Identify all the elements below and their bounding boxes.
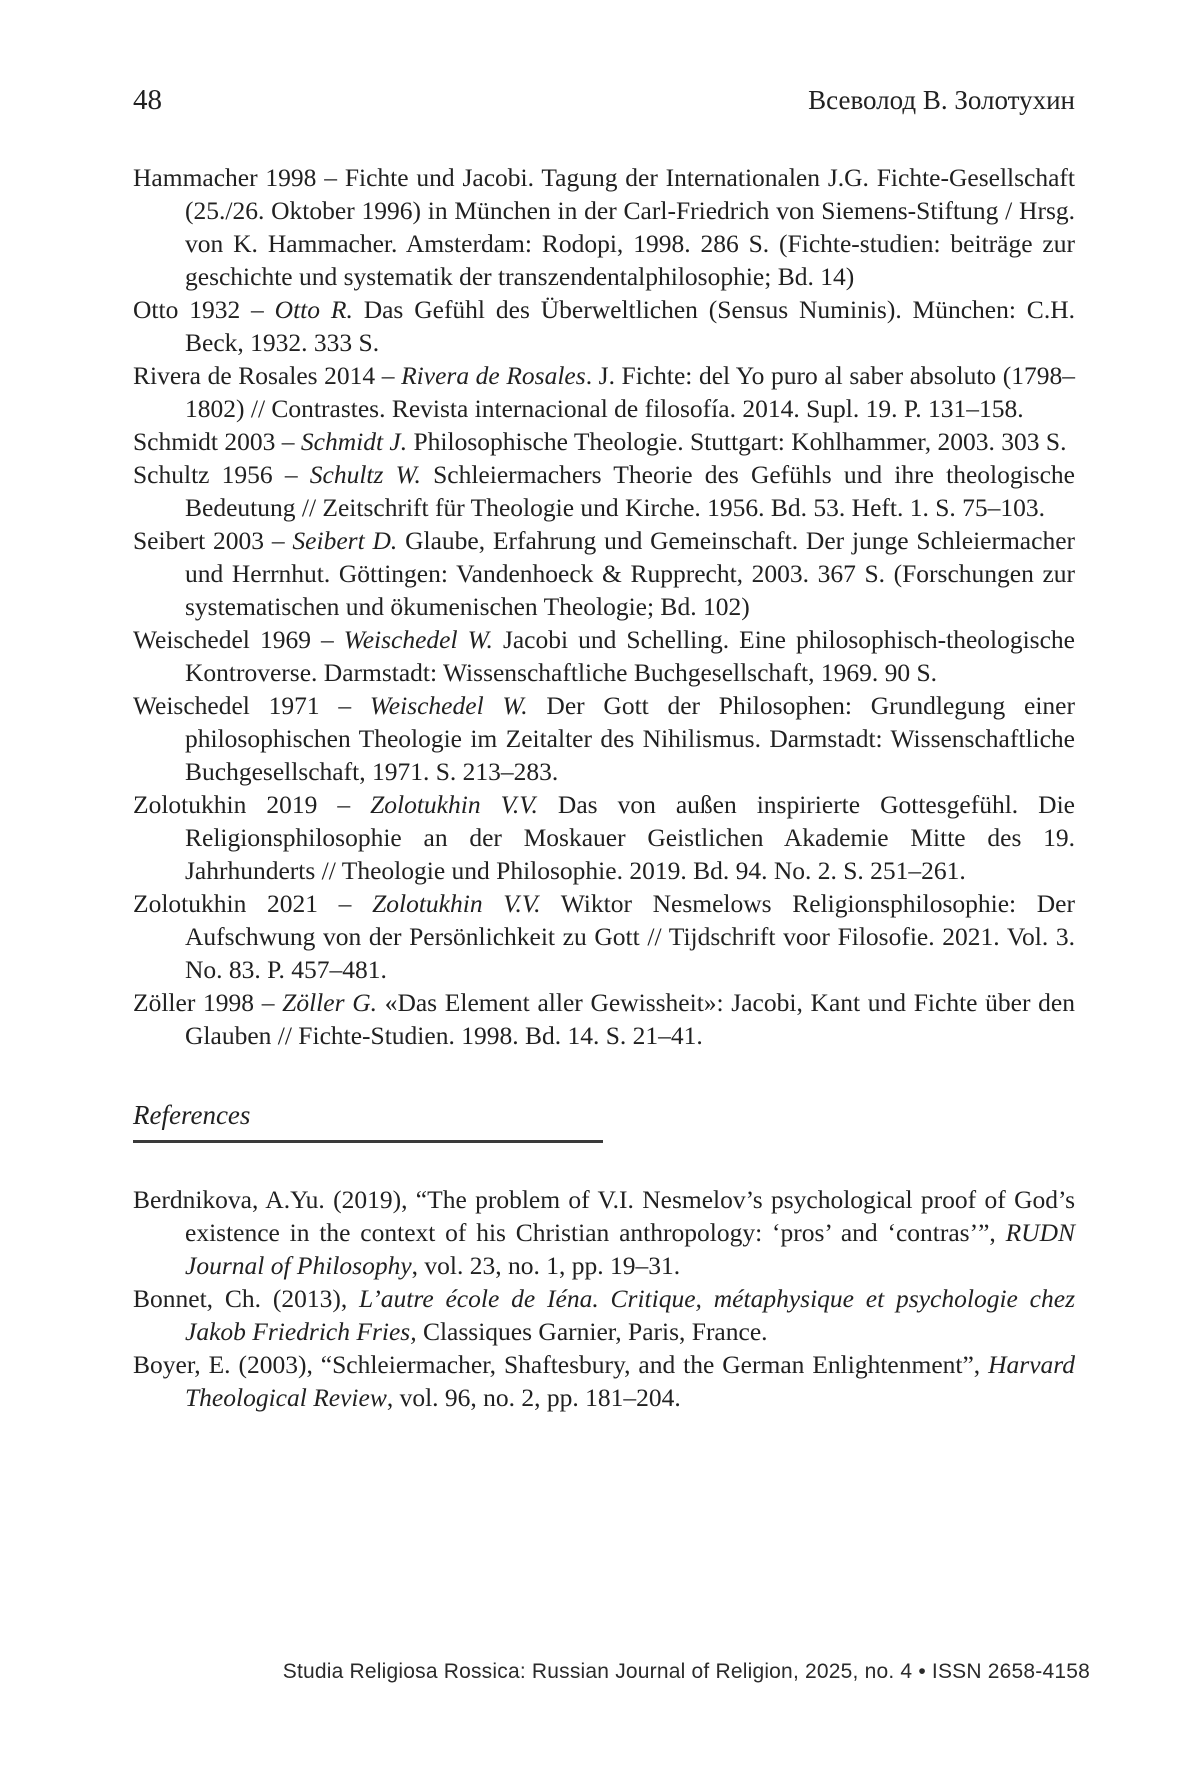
- bibliography-entry: [133, 788, 1075, 887]
- entry-text: Zolotukhin 2019 –: [133, 790, 371, 819]
- entry-italic-text: Weischedel W.: [343, 625, 493, 654]
- entry-text: , vol. 23, no. 1, pp. 19–31.: [411, 1251, 681, 1280]
- entry-text: Rivera de Rosales 2014 –: [133, 361, 402, 390]
- entry-text: Jacobi und Schelling. Eine philosophisch-theologische Kontroverse. Darmstadt: Wissenschaftliche Buchgesellschaft, 1969. 90 S.: [185, 625, 1075, 687]
- entry-text: Schmidt 2003 –: [133, 427, 301, 456]
- entry-italic-text: Rivera de Rosales: [401, 361, 586, 390]
- entry-italic-text: L’autre école de Iéna. Critique, métaphysique et psychologie chez Jakob Friedrich Fries,: [185, 1284, 1075, 1346]
- bibliography-entry: [133, 458, 1075, 524]
- entry-text: Bonnet, Ch. (2013),: [133, 1284, 360, 1313]
- page-number: 48: [133, 84, 162, 116]
- entry-text: Boyer, E. (2003), “Schleiermacher, Shaftesbury, and the German Enlightenment”,: [133, 1350, 989, 1379]
- entry-text: Das Gefühl des Überweltlichen (Sensus Numinis). München: C.H. Beck, 1932. 333 S.: [185, 295, 1075, 357]
- entry-text: «Das Element aller Gewissheit»: Jacobi, Kant und Fichte über den Glauben // Fichte-Studien. 1998. Bd. 14. S. 21–41.: [185, 988, 1076, 1050]
- entry-text: Otto 1932 –: [133, 295, 275, 324]
- entry-text: . J. Fichte: del Yo puro al saber absoluto (1798–1802) // Contrastes. Revista internacional de filosofía. 2014. Supl. 19. P. 131–158.: [185, 361, 1075, 423]
- entry-text: , vol. 96, no. 2, pp. 181–204.: [386, 1383, 681, 1412]
- bibliography-entry: [133, 425, 1075, 458]
- entry-text: Philosophische Theologie. Stuttgart: Kohlhammer, 2003. 303 S.: [407, 427, 1067, 456]
- entry-italic-text: Weischedel W.: [369, 691, 528, 720]
- entry-text: Classiques Garnier, Paris, France.: [416, 1317, 768, 1346]
- reference-entry: [133, 1282, 1075, 1348]
- running-head-author: Всеволод В. Золотухин: [808, 85, 1075, 115]
- entry-text: Das von außen inspirierte Gottesgefühl. Die Religionsphilosophie an der Moskauer Geistlichen Akademie Mitte des 19. Jahrhunderts // Theologie und Philosophie. 2019. Bd. 94. No. 2. S. 251–261.: [185, 790, 1075, 885]
- entry-italic-text: Harvard Theological Review: [185, 1350, 1075, 1412]
- reference-entry: [133, 1183, 1075, 1282]
- entry-text: Zöller 1998 –: [133, 988, 283, 1017]
- entry-text: Glaube, Erfahrung und Gemeinschaft. Der junge Schleiermacher und Herrnhut. Göttingen: Vandenhoeck & Rupprecht, 2003. 367 S. (Forschungen zur systematischen und ökumenischen Theologie; Bd. 102): [185, 526, 1076, 621]
- entry-italic-text: Otto R.: [274, 295, 353, 324]
- entry-text: Schleiermachers Theorie des Gefühls und ihre theologische Bedeutung // Zeitschrift für Theologie und Kirche. 1956. Bd. 53. Heft. 1. S. 75–103.: [185, 460, 1075, 522]
- bibliography-entry: [133, 623, 1075, 689]
- bibliography-entry: [133, 161, 1075, 293]
- entry-text: Weischedel 1971 –: [133, 691, 370, 720]
- bibliography-entry: [133, 293, 1075, 359]
- entry-text: Weischedel 1969 –: [133, 625, 344, 654]
- references-heading: References: [133, 1100, 251, 1130]
- entry-italic-text: Seibert D.: [292, 526, 398, 555]
- entry-italic-text: Zolotukhin V.V.: [370, 790, 538, 819]
- page-content: [133, 0, 1075, 1414]
- bibliography-entry: [133, 887, 1075, 986]
- references-list: [133, 1183, 1075, 1414]
- entry-italic-text: Schmidt J.: [300, 427, 408, 456]
- bibliography-entry: [133, 689, 1075, 788]
- bibliography-entry: [133, 359, 1075, 425]
- bibliography-entry: [133, 986, 1075, 1052]
- entry-text: Schultz 1956 –: [133, 460, 310, 489]
- entry-text: Hammacher 1998 – Fichte und Jacobi. Tagung der Internationalen J.G. Fichte-Gesellschaft (25./26. Oktober 1996) in München in der Carl-Friedrich von Siemens-Stiftung / Hrsg. von K. Hammacher. Amsterdam: Rodopi, 1998. 286 S. (Fichte-studien: beiträge zur geschichte und systematik der transzendentalphilosophie; Bd. 14): [133, 163, 1075, 291]
- entry-text: Seibert 2003 –: [133, 526, 293, 555]
- references-divider: [133, 1140, 603, 1143]
- entry-italic-text: Zolotukhin V.V.: [372, 889, 541, 918]
- entry-italic-text: Schultz W.: [309, 460, 421, 489]
- entry-italic-text: Zöller G.: [282, 988, 377, 1017]
- bibliography-list: [133, 161, 1075, 1052]
- entry-text: Zolotukhin 2021 –: [133, 889, 373, 918]
- journal-footer: Studia Religiosa Rossica: Russian Journal of Religion, 2025, no. 4 • ISSN 2658-4158: [282, 1660, 1090, 1683]
- entry-italic-text: RUDN Journal of Philosophy: [185, 1218, 1075, 1280]
- page-header: [133, 84, 1075, 117]
- bibliography-entry: [133, 524, 1075, 623]
- entry-text: Berdnikova, A.Yu. (2019), “The problem of V.I. Nesmelov’s psychological proof of God’s existence in the context of his Christian anthropology: ‘pros’ and ‘contras’”,: [133, 1185, 1075, 1247]
- entry-text: Wiktor Nesmelows Religionsphilosophie: Der Aufschwung von der Persönlichkeit zu Gott // Tijdschrift voor Filosofie. 2021. Vol. 3. No. 83. P. 457–481.: [185, 889, 1075, 984]
- entry-text: Der Gott der Philosophen: Grundlegung einer philosophischen Theologie im Zeitalter des Nihilismus. Darmstadt: Wissenschaftliche Buchgesellschaft, 1971. S. 213–283.: [185, 691, 1075, 786]
- reference-entry: [133, 1348, 1075, 1414]
